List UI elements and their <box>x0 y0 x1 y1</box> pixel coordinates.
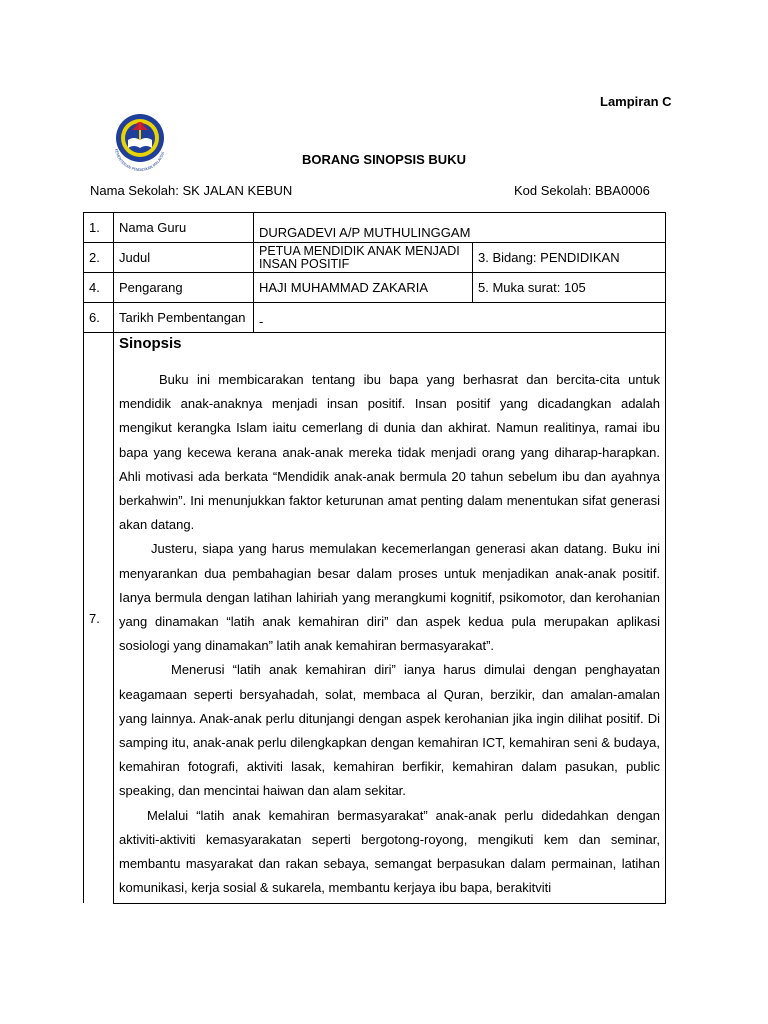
field-value-title <box>254 243 473 273</box>
table-row <box>84 333 666 904</box>
field-value-author: HAJI MUHAMMAD ZAKARIA <box>254 273 473 303</box>
row-number: 2. <box>84 243 114 273</box>
synopsis-paragraph: Buku ini membicarakan tentang ibu bapa yang berhasrat dan bercita-cita untuk mendidik anak-anaknya menjadi insan positif. Insan positif yang dicadangkan adalah mengikut kerangka Islam iaitu cemerlang di dunia dan akhirat. Namun realitinya, ramai ibu bapa yang kecewa kerana anak-anak mereka tidak menjadi orang yang diharap-harapkan. Ahli motivasi ada berkata “Mendidik anak-anak bermula 20 tahun sebelum ibu dan ayahnya berkahwin”. Ini menunjukkan faktor keturunan amat penting dalam menentukan sifat generasi akan datang. <box>119 372 660 533</box>
appendix-label: Lampiran C <box>600 94 672 109</box>
page-title: BORANG SINOPSIS BUKU <box>302 152 466 167</box>
synopsis-cell <box>114 333 666 904</box>
table-row <box>84 213 666 243</box>
field-label-title: Judul <box>114 243 254 273</box>
school-code: Kod Sekolah: BBA0006 <box>514 183 650 198</box>
field-label-date: Tarikh Pembentangan <box>114 303 254 333</box>
field-label-teacher: Nama Guru <box>114 213 254 243</box>
synopsis-paragraph: Menerusi “latih anak kemahiran diri” ianya harus dimulai dengan penghayatan keagamaan seperti bersyahadah, solat, membaca al Quran, berzikir, dan amalan-amalan yang lainnya. Anak-anak perlu ditunjangi dengan aspek kerohanian jika ingin dilihat positif. Di samping itu, anak-anak perlu dilengkapkan dengan kemahiran ICT, kemahiran seni & budaya, kemahiran fotografi, aktiviti lasak, kemahiran berfikir, kemahiran dalam pasukan, public speaking, dan mencintai haiwan dan alam sekitar. <box>119 662 660 799</box>
field-value-pages: 5. Muka surat: 105 <box>473 273 666 303</box>
synopsis-heading: Sinopsis <box>119 335 182 353</box>
table-row <box>84 273 666 303</box>
teacher-name: DURGADEVI A/P MUTHULINGGAM <box>259 225 471 240</box>
book-title: PETUA MENDIDIK ANAK MENJADI INSAN POSITIF <box>259 243 460 271</box>
presentation-date: - <box>259 314 264 329</box>
field-label-author: Pengarang <box>114 273 254 303</box>
field-value-date <box>254 303 666 333</box>
synopsis-form-table <box>83 212 666 904</box>
logo-text: KEMENTERIAN PENDIDIKAN MALAYSIA <box>114 148 166 172</box>
synopsis-paragraph: Justeru, siapa yang harus memulakan kecemerlangan generasi akan datang. Buku ini menyarankan dua pembahagian besar dalam proses untuk menjadikan anak-anak positif. Ianya bermula dengan latihan lahiriah yang merangkumi kognitif, psikomotor, dan kerohanian yang dinamakan “latih anak kemahiran diri” dan aspek kedua pula merupakan aplikasi sosiologi yang dinamakan” latih anak kemahiran bermasyarakat”. <box>119 541 660 654</box>
table-row <box>84 303 666 333</box>
field-value-teacher <box>254 213 666 243</box>
table-row <box>84 243 666 273</box>
row-number: 1. <box>84 213 114 243</box>
row-number: 6. <box>84 303 114 333</box>
row-number: 7. <box>84 333 114 904</box>
synopsis-paragraph: Melalui “latih anak kemahiran bermasyarakat” anak-anak perlu didedahkan dengan aktiviti-aktiviti kemasyarakatan seperti bergotong-royong, mengikuti kem dan seminar, membantu masyarakat dan rakan sebaya, semangat berpasukan dalam permainan, latihan komunikasi, kerja sosial & sukarela, membantu kerjaya ibu bapa, berakitviti <box>119 807 660 896</box>
row-number: 4. <box>84 273 114 303</box>
field-value-field: 3. Bidang: PENDIDIKAN <box>473 243 666 273</box>
school-name: Nama Sekolah: SK JALAN KEBUN <box>90 183 293 198</box>
